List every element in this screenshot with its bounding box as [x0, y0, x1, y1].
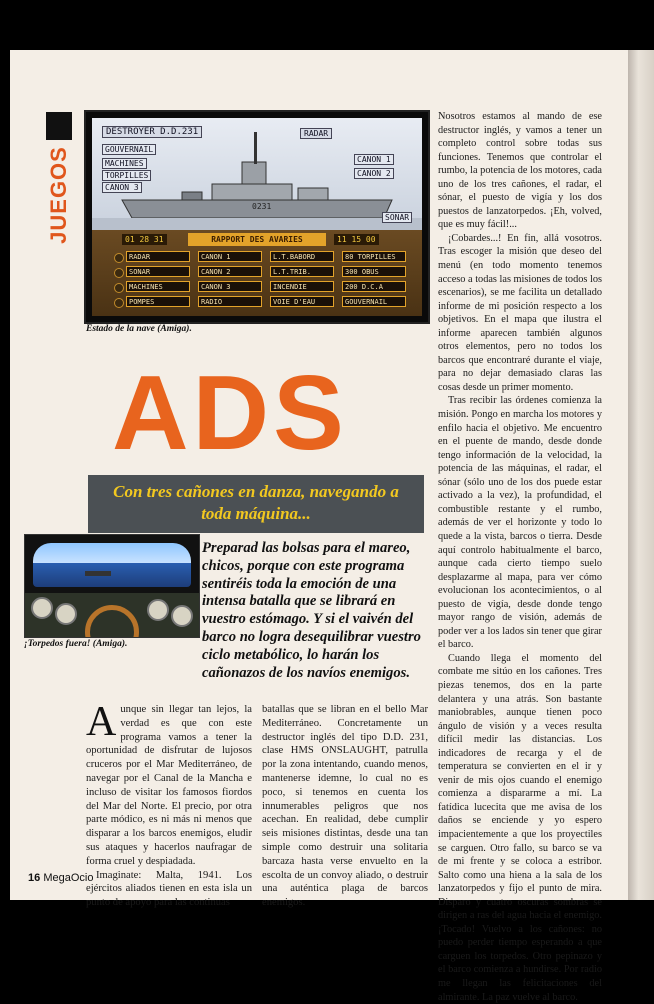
panel-header-right: 11 15 00 [334, 234, 379, 245]
ship-part-label: SONAR [382, 212, 412, 223]
page-number: 16 [28, 872, 41, 884]
paragraph: batallas que se libran en el bello Mar Mediterráneo. Concretamente un destructor inglés del tipo D.D. 231, clase HMS ONSLAUGHT, patrulla por la zona intentando, cuando menos, mantenerse idemne, lo cual no es poco, si tenemos en cuenta los innumerables peligros que nos acechan. En realidad, debe cumplir seis misiones distintas, desde una tan simple como destruir una solitaria barcaza hasta verse envuelto en la escolta de un convoy aliado, o destruir una auténtica plaga de barcos enemigos. [262, 704, 428, 909]
damage-item: MACHINES [126, 281, 190, 292]
damage-item: VOIE D'EAU [270, 296, 334, 307]
facing-page-edge [628, 50, 654, 900]
article-title: ADS [112, 354, 348, 472]
paragraph: Nosotros estamos al mando de ese destructor inglés, y vamos a tener un completo control sobre todas sus funciones. Tenemos que controlar el rumbo, la potencia de los motores, cada uno de los tres cañones, el radar, el sónar, el puesto de vigía y los dos puestos de lanzatorpedos. ¡Eh, volved, que es muy fácil!... [438, 111, 602, 231]
ship-name-label: DESTROYER D.D.231 [102, 126, 202, 138]
damage-item: RADIO [198, 296, 262, 307]
status-light-icon [114, 298, 124, 308]
damage-item: INCENDIE [270, 281, 334, 292]
gauge-icon [171, 605, 193, 627]
radar-label: RADAR [300, 128, 332, 139]
ship-part-label: CANON 2 [354, 168, 394, 179]
body-column-3 [438, 110, 602, 1004]
paragraph: Cuando llega el momento del combate me sitúo en los cañones. Tres piezas tenemos, dos en la parte delantera y una atrás. Son bastante maniobrables, aunque tienen poco ángulo de visión y a veces resulta difícil medir las distancias. Los indicadores de recarga y el de temperatura se convierten en el ir y venir de mis ojos cuando el enemigo comienza a dispararme a mí. La fatídica lucecita que me avisa de los daños se enciende y yo espero impacientemente a que los proyectiles se carguen. Otro fallo, su barco se va de mi frente y se coloca a estribor. Salto como una hiena a la sala de los lanzatorpedos y fijo el punto de mira. Disparo y cuatro oscuras sombras se dirigen a ras del agua hacia el enemigo. ¡Tocado! Vuelvo a los cañones: no puedo perder tiempo esperando a que carguen los torpedos. Otro pepinazo y el barco comienza a hundirse. Por radio me llegan las felicitaciones del almirante. La paz vuelve al barco. [438, 652, 602, 1003]
screenshot2-caption: ¡Torpedos fuera! (Amiga). [24, 639, 128, 649]
article-subtitle: Con tres cañones en danza, navegando a toda máquina... [88, 475, 424, 533]
damage-item: CANON 3 [198, 281, 262, 292]
drop-cap: A [86, 699, 117, 745]
gauge-icon [147, 599, 169, 621]
enemy-ship-icon [85, 571, 111, 576]
damage-item: 200 D.C.A [342, 281, 406, 292]
screenshot1-caption: Estado de la nave (Amiga). [86, 324, 192, 334]
game-screenshot-damage-report [84, 110, 430, 324]
damage-item: 80 TORPILLES [342, 251, 406, 262]
gauge-icon [55, 603, 77, 625]
damage-item: POMPES [126, 296, 190, 307]
game-screenshot-torpedo [24, 534, 200, 638]
ship-part-label: CANON 1 [354, 154, 394, 165]
body-column-2 [262, 703, 428, 910]
section-tag: JUEGOS [46, 146, 72, 244]
gauge-icon [31, 597, 53, 619]
section-marker [46, 112, 72, 140]
paragraph: ¡Cobardes...! En fin, allá vosotros. Tras escoger la misión que deseo del menú (en todo momento tenemos acceso a todas las misiones de todos los escenarios), se me facilita un detallado informe de mi posición respecto a los objetivos. En el mapa que ilustra el informe aparecen también algunos otros elementos, pero no todos los barcos que encontraré durante el viaje, para no dejar demasiado claras las cosas desde un primer momento. [438, 232, 602, 393]
paragraph: Tras recibir las órdenes comienza la misión. Pongo en marcha los motores y enfilo hacia el objetivo. Me encuentro en el puente de mando, desde donde tengo información de la velocidad, la potencia de las máquinas, el radar, el sónar (sólo uno de los dos puede estar activado a la vez), la profundidad, el combustible restante y el rumbo, además de ver el horizonte y todo lo quede a la vista, barcos o tierra. Desde aquí controlo habitualmente el barco, aunque cada cierto tiempo suelo desplazarme al mapa, para ver cómo evolucionan los acontecimientos, o al puesto de vigía, desde donde tengo mayor rango de visión, además de poder ver a los lados sin tener que girar el barco. [438, 395, 602, 651]
ship-part-label: MACHINES [102, 158, 147, 169]
wheel-icon [85, 605, 139, 638]
damage-item: GOUVERNAIL [342, 296, 406, 307]
damage-item: CANON 2 [198, 266, 262, 277]
damage-item: CANON 1 [198, 251, 262, 262]
torpedo-console [25, 593, 199, 637]
status-light-icon [114, 268, 124, 278]
status-light-icon [114, 283, 124, 293]
article-lead: Preparad las bolsas para el mareo, chicos, porque con este programa sentiréis toda la emoción de una intensa batalla que se librará en vuestro estómago. Y si el vaivén del barco no logra desequilibrar vuestro ciclo metabólico, lo harán los cañonazos de los navíos enemigos. [202, 540, 421, 681]
magazine-name: MegaOcio [43, 872, 94, 884]
hull-number: 0231 [252, 202, 272, 211]
panel-header-left: 01 28 31 [122, 234, 167, 245]
ship-part-label: CANON 3 [102, 182, 142, 193]
ship-part-label: GOUVERNAIL [102, 144, 156, 155]
damage-item: RADAR [126, 251, 190, 262]
periscope-view [33, 543, 191, 587]
page-folio [28, 872, 93, 884]
damage-item: SONAR [126, 266, 190, 277]
body-column-1 [86, 699, 252, 910]
damage-item: L.T.BABORD [270, 251, 334, 262]
paragraph: Imaginate: Malta, 1941. Los ejércitos aliados tienen en esta isla un punto de apoyo para las continuas [86, 869, 252, 909]
status-light-icon [114, 253, 124, 263]
ship-view [92, 118, 422, 230]
damage-item: 300 OBUS [342, 266, 406, 277]
damage-report-panel [92, 230, 422, 316]
paragraph: Aunque sin llegar tan lejos, la verdad es que con este programa vamos a tener la oportunidad de disfrutar de lujosos cruceros por el Mar Mediterráneo, de navegar por el Canal de la Mancha e incluso de visitar los famosos fiordos del Mar del Norte. El precio, por otra parte módico, es ni más ni menos que disparar a los barcos enemigos, eludir sus ataques y hacerlos naufragar de forma cruel y despiadada. [86, 699, 252, 867]
damage-report-banner: RAPPORT DES AVARIES [188, 233, 326, 246]
damage-item: L.T.TRIB. [270, 266, 334, 277]
ship-part-label: TORPILLES [102, 170, 151, 181]
